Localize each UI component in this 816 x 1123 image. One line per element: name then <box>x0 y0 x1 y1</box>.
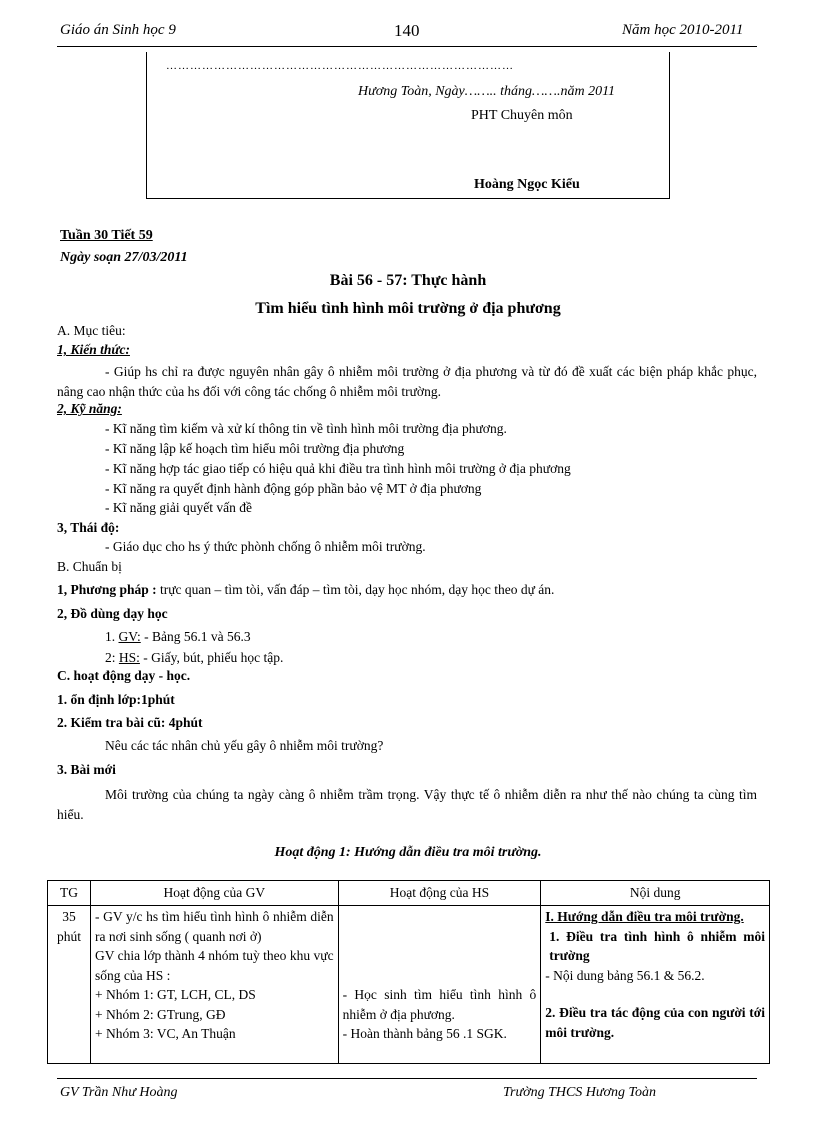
step-1: 1. ổn định lớp:1phút <box>57 692 175 707</box>
skills-heading: 2, Kỹ năng: <box>57 401 122 416</box>
hs-spacer <box>343 907 537 985</box>
intro-text: Môi trường của chúng ta ngày càng ô nhiễm trầm trọng. Vậy thực tế ô nhiễm diễn ra như thế nào chúng ta cùng tìm hiểu. <box>57 787 757 822</box>
tools-gv-line <box>105 629 251 645</box>
section-c-heading: C. hoạt động dạy - học. <box>57 668 191 683</box>
tg-cell <box>48 906 91 1064</box>
footer-right: Trường THCS Hương Toàn <box>503 1085 657 1100</box>
signature-role: PHT Chuyên môn <box>471 108 573 123</box>
tools-heading: 2, Đồ dùng dạy học <box>57 606 168 621</box>
footer-left: GV Trần Như Hoàng <box>60 1085 178 1100</box>
week-line: Tuần 30 Tiết 59 <box>60 228 153 243</box>
content-cell <box>541 906 770 1064</box>
header-right: Năm học 2010-2011 <box>622 22 744 38</box>
gv-line: + Nhóm 3: VC, An Thuận <box>94 1026 236 1041</box>
skill-item: - Kĩ năng lập kế hoạch tìm hiểu môi trường địa phương <box>105 441 405 456</box>
header-gv: Hoạt động của GV <box>90 881 338 906</box>
hs-prefix: 2: <box>105 650 119 665</box>
hs-text: - Giấy, bút, phiếu học tập. <box>139 650 284 665</box>
header-left: Giáo án Sinh học 9 <box>60 22 176 38</box>
attitude-heading: 3, Thái độ: <box>57 520 120 535</box>
section-b-heading: B. Chuẩn bị <box>57 559 122 574</box>
tg-value: 35 <box>62 909 76 924</box>
signature-dots: …………………………………………………………………………… <box>166 60 514 72</box>
attitude-text: - Giáo dục cho hs ý thức phònh chống ô nhiễm môi trường. <box>105 539 426 554</box>
activity-title: Hoạt động 1: Hướng dẫn điều tra môi trường. <box>274 845 542 860</box>
skill-item: - Kĩ năng hợp tác giao tiếp có hiệu quả khi điều tra tình hình môi trường ở địa phương <box>105 461 571 476</box>
lesson-title: Bài 56 - 57: Thực hành <box>329 272 487 289</box>
gv-prefix: 1. <box>105 629 119 644</box>
signature-name: Hoàng Ngọc Kiểu <box>474 177 580 192</box>
gv-line: + Nhóm 1: GT, LCH, CL, DS <box>94 987 256 1002</box>
page-number: 140 <box>394 21 420 40</box>
hs-label: HS: <box>118 650 140 665</box>
tools-hs-line <box>105 650 283 666</box>
method-label: 1, Phương pháp : <box>57 582 157 597</box>
header-content: Nội dung <box>541 881 770 906</box>
content-item-1: 1. Điều tra tình hình ô nhiễm môi trường <box>549 928 765 963</box>
header-hs: Hoạt động của HS <box>338 881 541 906</box>
gv-cell <box>90 906 338 1064</box>
step-2: 2. Kiểm tra bài cũ: 4phút <box>57 715 203 730</box>
hs-cell <box>338 906 541 1064</box>
knowledge-text: - Giúp hs chỉ ra được nguyên nhân gây ô nhiễm môi trường ở địa phương và từ đó đề xuất các biện pháp khắc phục, nâng cao nhận thức của hs đối với công tác chống ô nhiễm môi trường. <box>57 364 757 399</box>
step-3: 3. Bài mới <box>57 762 116 777</box>
content-spacer <box>545 985 765 1003</box>
skill-item: - Kĩ năng giải quyết vấn đề <box>105 500 252 515</box>
skill-item: - Kĩ năng tìm kiếm và xử kí thông tin về tình hình môi trường địa phương. <box>105 421 507 436</box>
gv-line: GV chia lớp thành 4 nhóm tuỳ theo khu vực sống của HS : <box>94 948 334 983</box>
tg-unit: phút <box>56 928 81 944</box>
signature-place-date: Hương Toàn, Ngày…….. tháng…….năm 2011 <box>358 84 616 99</box>
content-section: I. Hướng dẫn điều tra môi trường. <box>545 909 744 924</box>
gv-line: + Nhóm 2: GTrung, GĐ <box>94 1006 226 1022</box>
gv-label: GV: <box>118 629 141 644</box>
signature-box <box>146 52 670 199</box>
gv-line: - GV y/c hs tìm hiểu tình hình ô nhiễm diễn ra nơi sinh sống ( quanh nơi ở) <box>94 909 334 944</box>
footer-rule <box>57 1078 757 1079</box>
table-header-row <box>48 881 770 906</box>
activity-table <box>47 880 770 1064</box>
method-text: trực quan – tìm tòi, vấn đáp – tìm tòi, dạy học nhóm, dạy học theo dự án. <box>156 582 555 597</box>
section-a-heading: A. Mục tiêu: <box>57 323 126 338</box>
content-item-2: 2. Điều tra tác động của con người tới môi trường. <box>545 1005 765 1040</box>
method-line <box>57 582 554 598</box>
content-item-1-detail: - Nội dung bảng 56.1 & 56.2. <box>545 967 705 983</box>
lesson-subtitle: Tìm hiểu tình hình môi trường ở địa phương <box>255 300 561 317</box>
gv-text: - Bảng 56.1 và 56.3 <box>140 629 251 644</box>
table-row <box>48 906 770 1064</box>
header-tg: TG <box>48 881 91 906</box>
hs-line: - Học sinh tìm hiểu tình hình ô nhiễm ở địa phương. <box>342 987 537 1022</box>
knowledge-heading: 1, Kiến thức: <box>57 342 130 357</box>
header-rule <box>57 46 757 47</box>
prep-date: Ngày soạn 27/03/2011 <box>60 250 188 265</box>
hs-line: - Hoàn thành bảng 56 .1 SGK. <box>342 1026 507 1041</box>
step-2-question: Nêu các tác nhân chủ yếu gây ô nhiễm môi trường? <box>105 738 384 753</box>
skill-item: - Kĩ năng ra quyết định hành động góp phần bảo vệ MT ở địa phương <box>105 481 482 496</box>
